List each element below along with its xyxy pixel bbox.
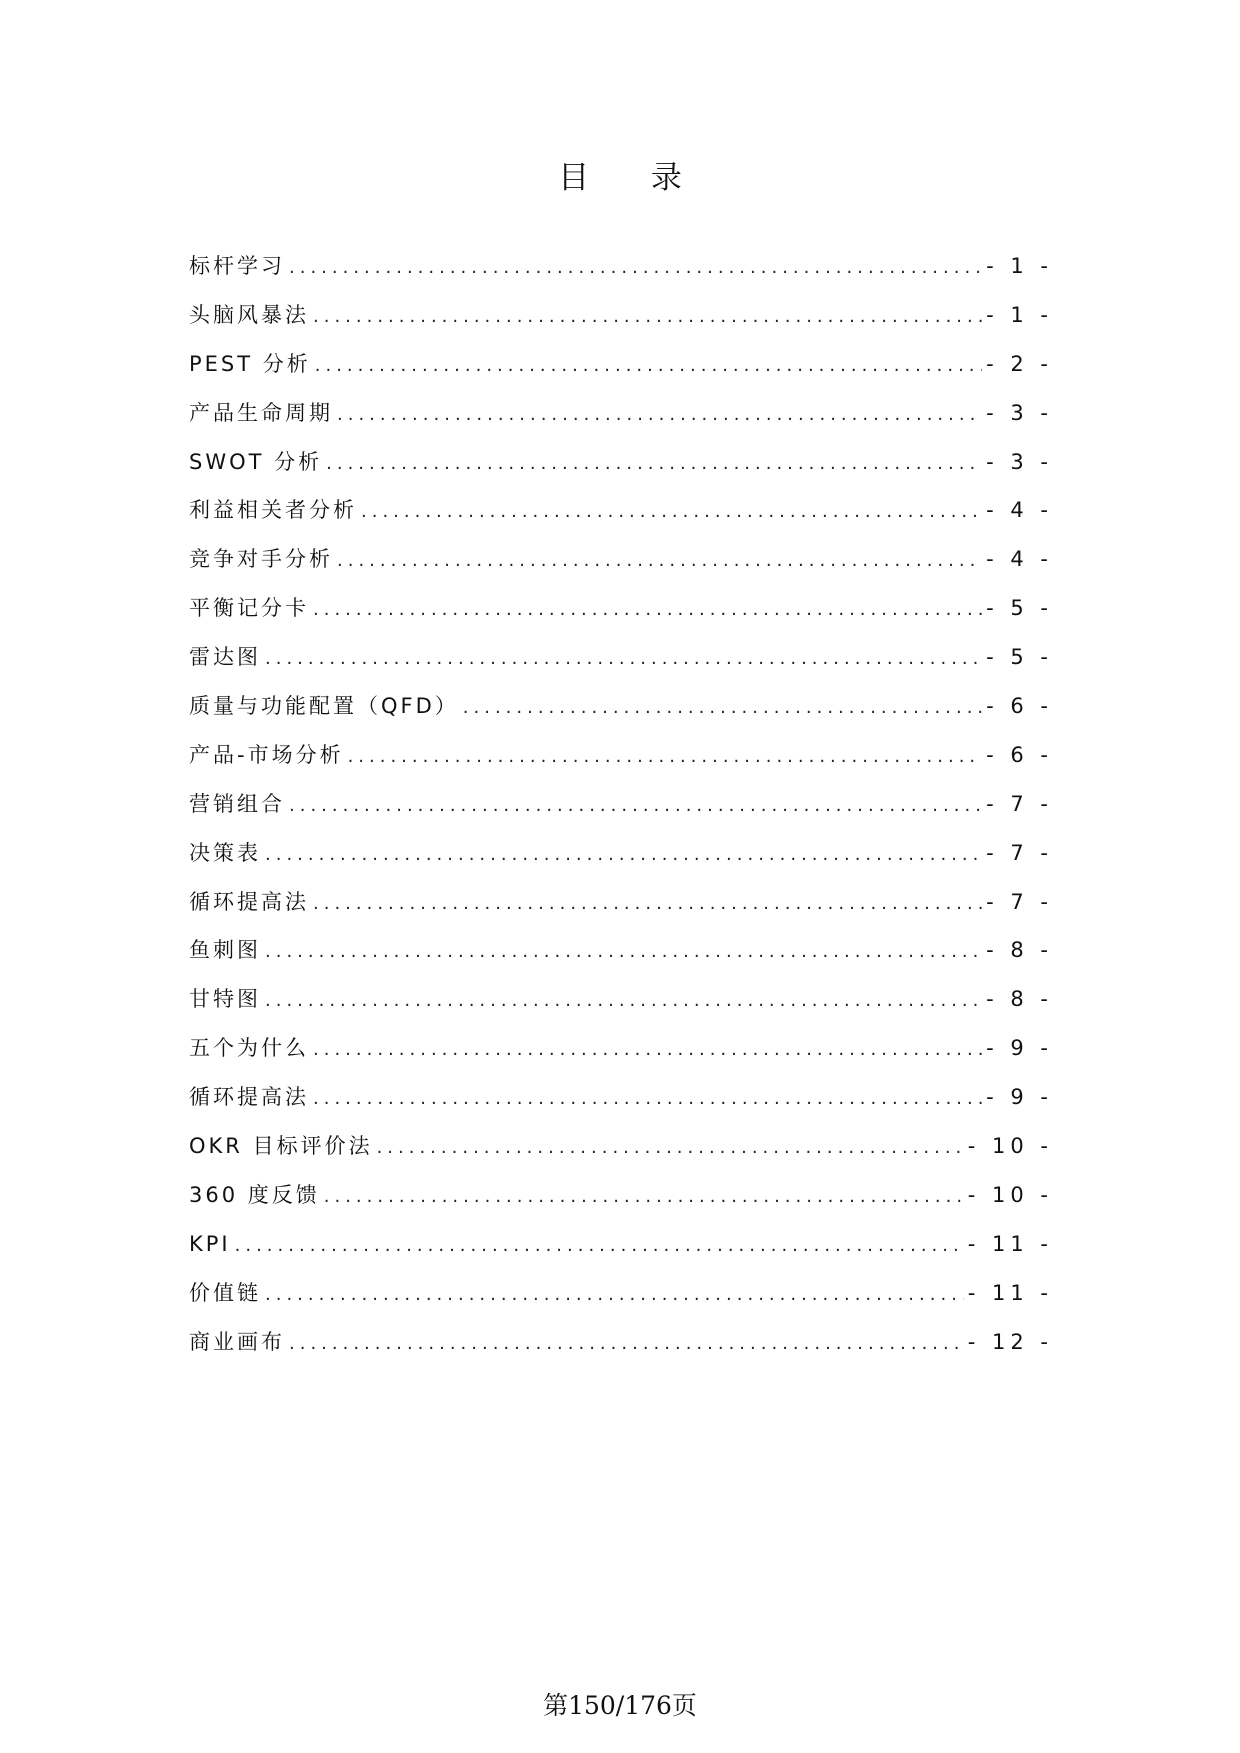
toc-entry-page: - 2 - — [986, 351, 1053, 376]
toc-entry-label: 循环提高法 — [189, 1085, 309, 1110]
toc-dot-leader — [265, 936, 982, 968]
toc-dot-leader — [324, 1181, 964, 1213]
toc-dot-leader — [265, 839, 982, 871]
toc-entry-page: - 5 - — [986, 596, 1053, 621]
toc-entry[interactable] — [189, 1179, 1053, 1228]
toc-entry[interactable] — [189, 1081, 1053, 1130]
toc-entry[interactable] — [189, 397, 1053, 446]
toc-entry[interactable] — [189, 739, 1053, 788]
toc-entry-page: - 9 - — [986, 1085, 1053, 1110]
toc-entry-page: - 3 - — [986, 400, 1053, 425]
toc-entry[interactable] — [189, 690, 1053, 739]
toc-entry-label: 循环提高法 — [189, 889, 309, 914]
toc-entry-page: - 6 - — [986, 742, 1053, 767]
toc-entry[interactable] — [189, 886, 1053, 935]
toc-entry-page: - 4 - — [986, 498, 1053, 523]
toc-entry[interactable] — [189, 1032, 1053, 1081]
toc-entry-label: 标杆学习 — [189, 254, 285, 278]
toc-entry[interactable] — [189, 494, 1053, 543]
toc-entry-label: 五个为什么 — [189, 1036, 309, 1061]
toc-entry-page: - 12 - — [967, 1329, 1053, 1354]
toc-entry-page: - 3 - — [986, 449, 1053, 474]
toc-entry[interactable] — [189, 543, 1053, 592]
toc-dot-leader — [361, 496, 982, 528]
toc-entry-label: SWOT 分析 — [189, 449, 323, 474]
toc-dot-leader — [289, 1328, 964, 1360]
toc-dot-leader — [337, 545, 982, 577]
toc-entry-page: - 8 - — [986, 938, 1053, 963]
toc-entry-label: 质量与功能配置（QFD） — [189, 694, 459, 719]
toc-entry[interactable] — [189, 1228, 1053, 1277]
toc-entry-label: 竞争对手分析 — [189, 547, 333, 572]
toc-entry-label: 头脑风暴法 — [189, 302, 309, 327]
toc-entry-page: - 8 - — [986, 987, 1053, 1012]
toc-dot-leader — [377, 1132, 964, 1164]
toc-entry[interactable] — [189, 837, 1053, 886]
toc-entry-label: 决策表 — [189, 840, 261, 865]
toc-entry-label: 鱼刺图 — [189, 938, 261, 963]
toc-entry-page: - 6 - — [986, 694, 1053, 719]
toc-entry-page: - 1 - — [986, 302, 1053, 327]
toc-entry-page: - 7 - — [986, 840, 1053, 865]
toc-entry-label: 雷达图 — [189, 645, 261, 670]
toc-entry[interactable] — [189, 788, 1053, 837]
toc-dot-leader — [313, 1034, 982, 1066]
toc-entry-page: - 7 - — [986, 791, 1053, 816]
toc-list — [189, 250, 1053, 1374]
toc-entry-label: 产品生命周期 — [189, 400, 333, 425]
toc-entry-label: 营销组合 — [189, 791, 285, 816]
toc-entry[interactable] — [189, 299, 1053, 348]
toc-entry-page: - 4 - — [986, 547, 1053, 572]
toc-entry[interactable] — [189, 446, 1053, 495]
toc-entry-page: - 11 - — [967, 1280, 1053, 1305]
toc-entry-label: 甘特图 — [189, 987, 261, 1012]
toc-entry[interactable] — [189, 641, 1053, 690]
toc-dot-leader — [326, 448, 982, 480]
toc-entry[interactable] — [189, 1277, 1053, 1326]
toc-dot-leader — [315, 350, 982, 382]
toc-entry[interactable] — [189, 348, 1053, 397]
toc-dot-leader — [313, 888, 982, 920]
toc-entry[interactable] — [189, 1130, 1053, 1179]
toc-entry-label: 平衡记分卡 — [189, 596, 309, 621]
toc-dot-leader — [265, 985, 982, 1017]
toc-entry-label: OKR 目标评价法 — [189, 1134, 373, 1159]
toc-entry-page: - 10 - — [967, 1182, 1053, 1207]
toc-entry-label: 利益相关者分析 — [189, 498, 357, 523]
toc-dot-leader — [313, 301, 982, 333]
toc-entry-page: - 9 - — [986, 1036, 1053, 1061]
toc-dot-leader — [289, 252, 982, 284]
toc-entry-page: - 7 - — [986, 889, 1053, 914]
page-footer: 第150/176页 — [543, 1691, 697, 1720]
toc-entry[interactable] — [189, 1326, 1053, 1375]
toc-entry-page: - 5 - — [986, 645, 1053, 670]
toc-entry[interactable] — [189, 250, 1053, 299]
toc-title: 目 录 — [558, 160, 708, 196]
toc-entry[interactable] — [189, 934, 1053, 983]
toc-entry-label: 商业画布 — [189, 1329, 285, 1354]
toc-entry-label: 产品-市场分析 — [189, 742, 344, 767]
toc-entry-page: - 11 - — [967, 1231, 1053, 1256]
toc-entry-page: - 10 - — [967, 1134, 1053, 1159]
toc-entry-label: PEST 分析 — [189, 351, 311, 376]
toc-entry-page: - 1 - — [986, 254, 1053, 278]
toc-dot-leader — [348, 741, 983, 773]
toc-dot-leader — [265, 1279, 964, 1311]
toc-dot-leader — [265, 643, 982, 675]
toc-dot-leader — [337, 399, 982, 431]
toc-dot-leader — [313, 594, 982, 626]
toc-dot-leader — [235, 1230, 964, 1262]
toc-entry[interactable] — [189, 592, 1053, 641]
toc-dot-leader — [289, 790, 982, 822]
toc-dot-leader — [313, 1083, 982, 1115]
toc-entry-label: KPI — [189, 1231, 231, 1256]
toc-entry-label: 价值链 — [189, 1280, 261, 1305]
toc-dot-leader — [463, 692, 982, 724]
toc-entry-label: 360 度反馈 — [189, 1182, 320, 1207]
toc-entry[interactable] — [189, 983, 1053, 1032]
